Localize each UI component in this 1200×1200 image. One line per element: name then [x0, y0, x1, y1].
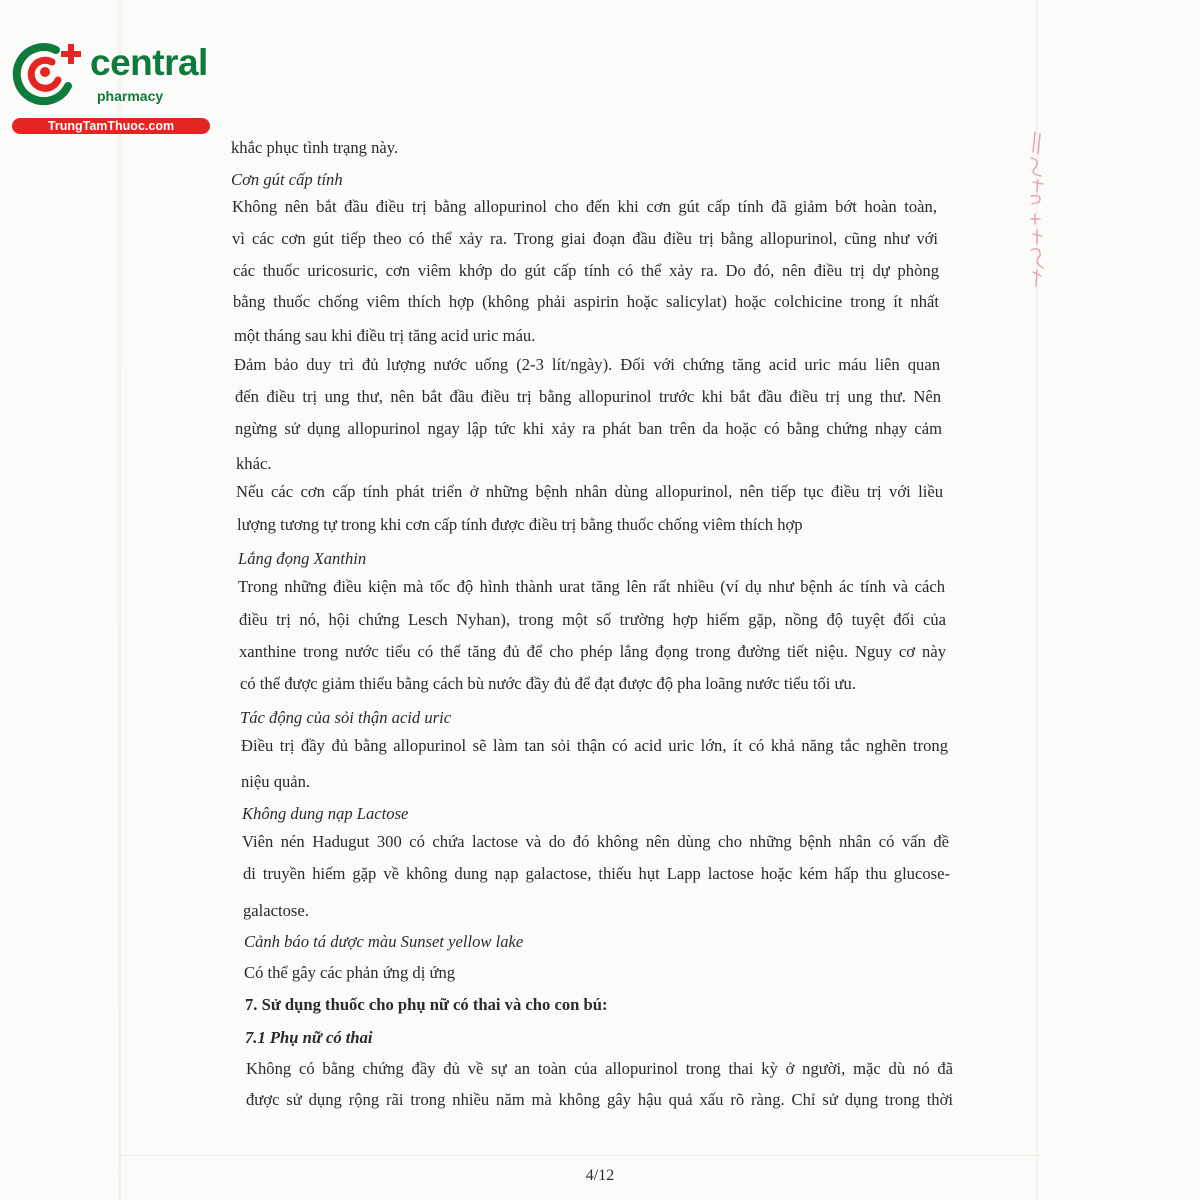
- text-line: Viên nén Hadugut 300 có chứa lactose và do đó không nên dùng cho những bệnh nhân có vấn đề: [242, 832, 949, 851]
- text-line: được sử dụng rộng rãi trong nhiều năm mà không gây hậu quả xấu rõ ràng. Chỉ sử dụng trong thời: [246, 1090, 953, 1109]
- text-line: di truyền hiếm gặp về không dung nạp galactose, thiếu hụt Lapp lactose hoặc kém hấp thu glucose-: [243, 864, 950, 883]
- text-line: Không nên bắt đầu điều trị bằng allopurinol cho đến khi cơn gút cấp tính đã giảm bớt hoàn toàn,: [232, 197, 937, 216]
- text-line: Không có bằng chứng đầy đủ về sự an toàn của allopurinol trong thai kỳ ở người, mặc dù nó đã: [246, 1059, 953, 1078]
- pharmacy-cross-logo-icon: [12, 40, 86, 106]
- text-line: các thuốc uricosuric, cơn viêm khớp do gút cấp tính có thể xảy ra. Do đó, nên điều trị dự phòng: [233, 261, 939, 280]
- text-line: Điều trị đầy đủ bằng allopurinol sẽ làm tan sỏi thận có acid uric lớn, ít có khả năng tắc nghẽn trong: [241, 736, 948, 755]
- section-heading: Cảnh báo tá dược màu Sunset yellow lake: [244, 932, 524, 951]
- section-heading: Cơn gút cấp tính: [231, 170, 343, 189]
- scan-edge-bottom: [120, 1155, 1040, 1156]
- text-line: bằng thuốc chống viêm thích hợp (không phải aspirin hoặc salicylat) hoặc colchicine trong ít nhất: [233, 292, 939, 311]
- text-line: Có thể gây các phản ứng dị ứng: [244, 963, 456, 982]
- logo-sub-text: pharmacy: [97, 88, 164, 104]
- logo-url-badge: TrungTamThuoc.com: [12, 118, 210, 134]
- text-line: điều trị nó, hội chứng Lesch Nyhan), trong một số trường hợp hiếm gặp, nồng độ tuyệt đối của: [239, 610, 946, 629]
- central-pharmacy-logo[interactable]: [10, 38, 215, 138]
- text-line: niệu quản.: [241, 772, 311, 791]
- handwritten-margin-mark: [1013, 130, 1053, 290]
- section-heading: Không dung nạp Lactose: [242, 804, 409, 823]
- text-line: lượng tương tự trong khi cơn cấp tính được điều trị bằng thuốc chống viêm thích hợp: [237, 515, 803, 534]
- text-line: Trong những điều kiện mà tốc độ hình thành urat tăng lên rất nhiều (ví dụ như bệnh ác tính và cách: [238, 577, 945, 596]
- section-heading: Tác động của sỏi thận acid uric: [240, 708, 452, 727]
- section-heading: Lắng đọng Xanthin: [238, 549, 367, 568]
- text-line: vì các cơn gút tiếp theo có thể xảy ra. Trong giai đoạn đầu điều trị bằng allopurinol, cũng như với: [232, 229, 938, 248]
- numbered-heading: 7. Sử dụng thuốc cho phụ nữ có thai và cho con bú:: [245, 995, 608, 1014]
- sub-heading: 7.1 Phụ nữ có thai: [245, 1028, 373, 1047]
- text-line: khác.: [236, 454, 272, 473]
- page-number: 4/12: [585, 1167, 615, 1184]
- text-line: có thể được giảm thiểu bằng cách bù nước đầy đủ để đạt được độ pha loãng nước tiểu tối ưu.: [240, 674, 856, 693]
- text-line: đến điều trị ung thư, nên bắt đầu điều trị bằng allopurinol trước khi bắt đầu điều trị ung thư. Nên: [235, 387, 941, 406]
- text-line: xanthine trong nước tiểu có thể tăng đủ để cho phép lắng đọng trong đường tiết niệu. Nguy cơ này: [239, 642, 946, 661]
- scan-edge-left: [118, 0, 121, 1200]
- text-line: Nếu các cơn cấp tính phát triển ở những bệnh nhân dùng allopurinol, nên tiếp tục điều trị với liều: [236, 482, 943, 501]
- text-line: Đảm bảo duy trì đủ lượng nước uống (2-3 lít/ngày). Đối với chứng tăng acid uric máu liên quan: [234, 355, 940, 374]
- logo-brand-text: central: [90, 42, 208, 83]
- text-line: galactose.: [243, 901, 309, 920]
- text-line: khắc phục tình trạng này.: [231, 138, 399, 157]
- text-line: ngừng sử dụng allopurinol ngay lập tức khi xảy ra phát ban trên da hoặc có bằng chứng nhạy cảm: [235, 419, 942, 438]
- text-line: một tháng sau khi điều trị tăng acid uric máu.: [234, 326, 536, 345]
